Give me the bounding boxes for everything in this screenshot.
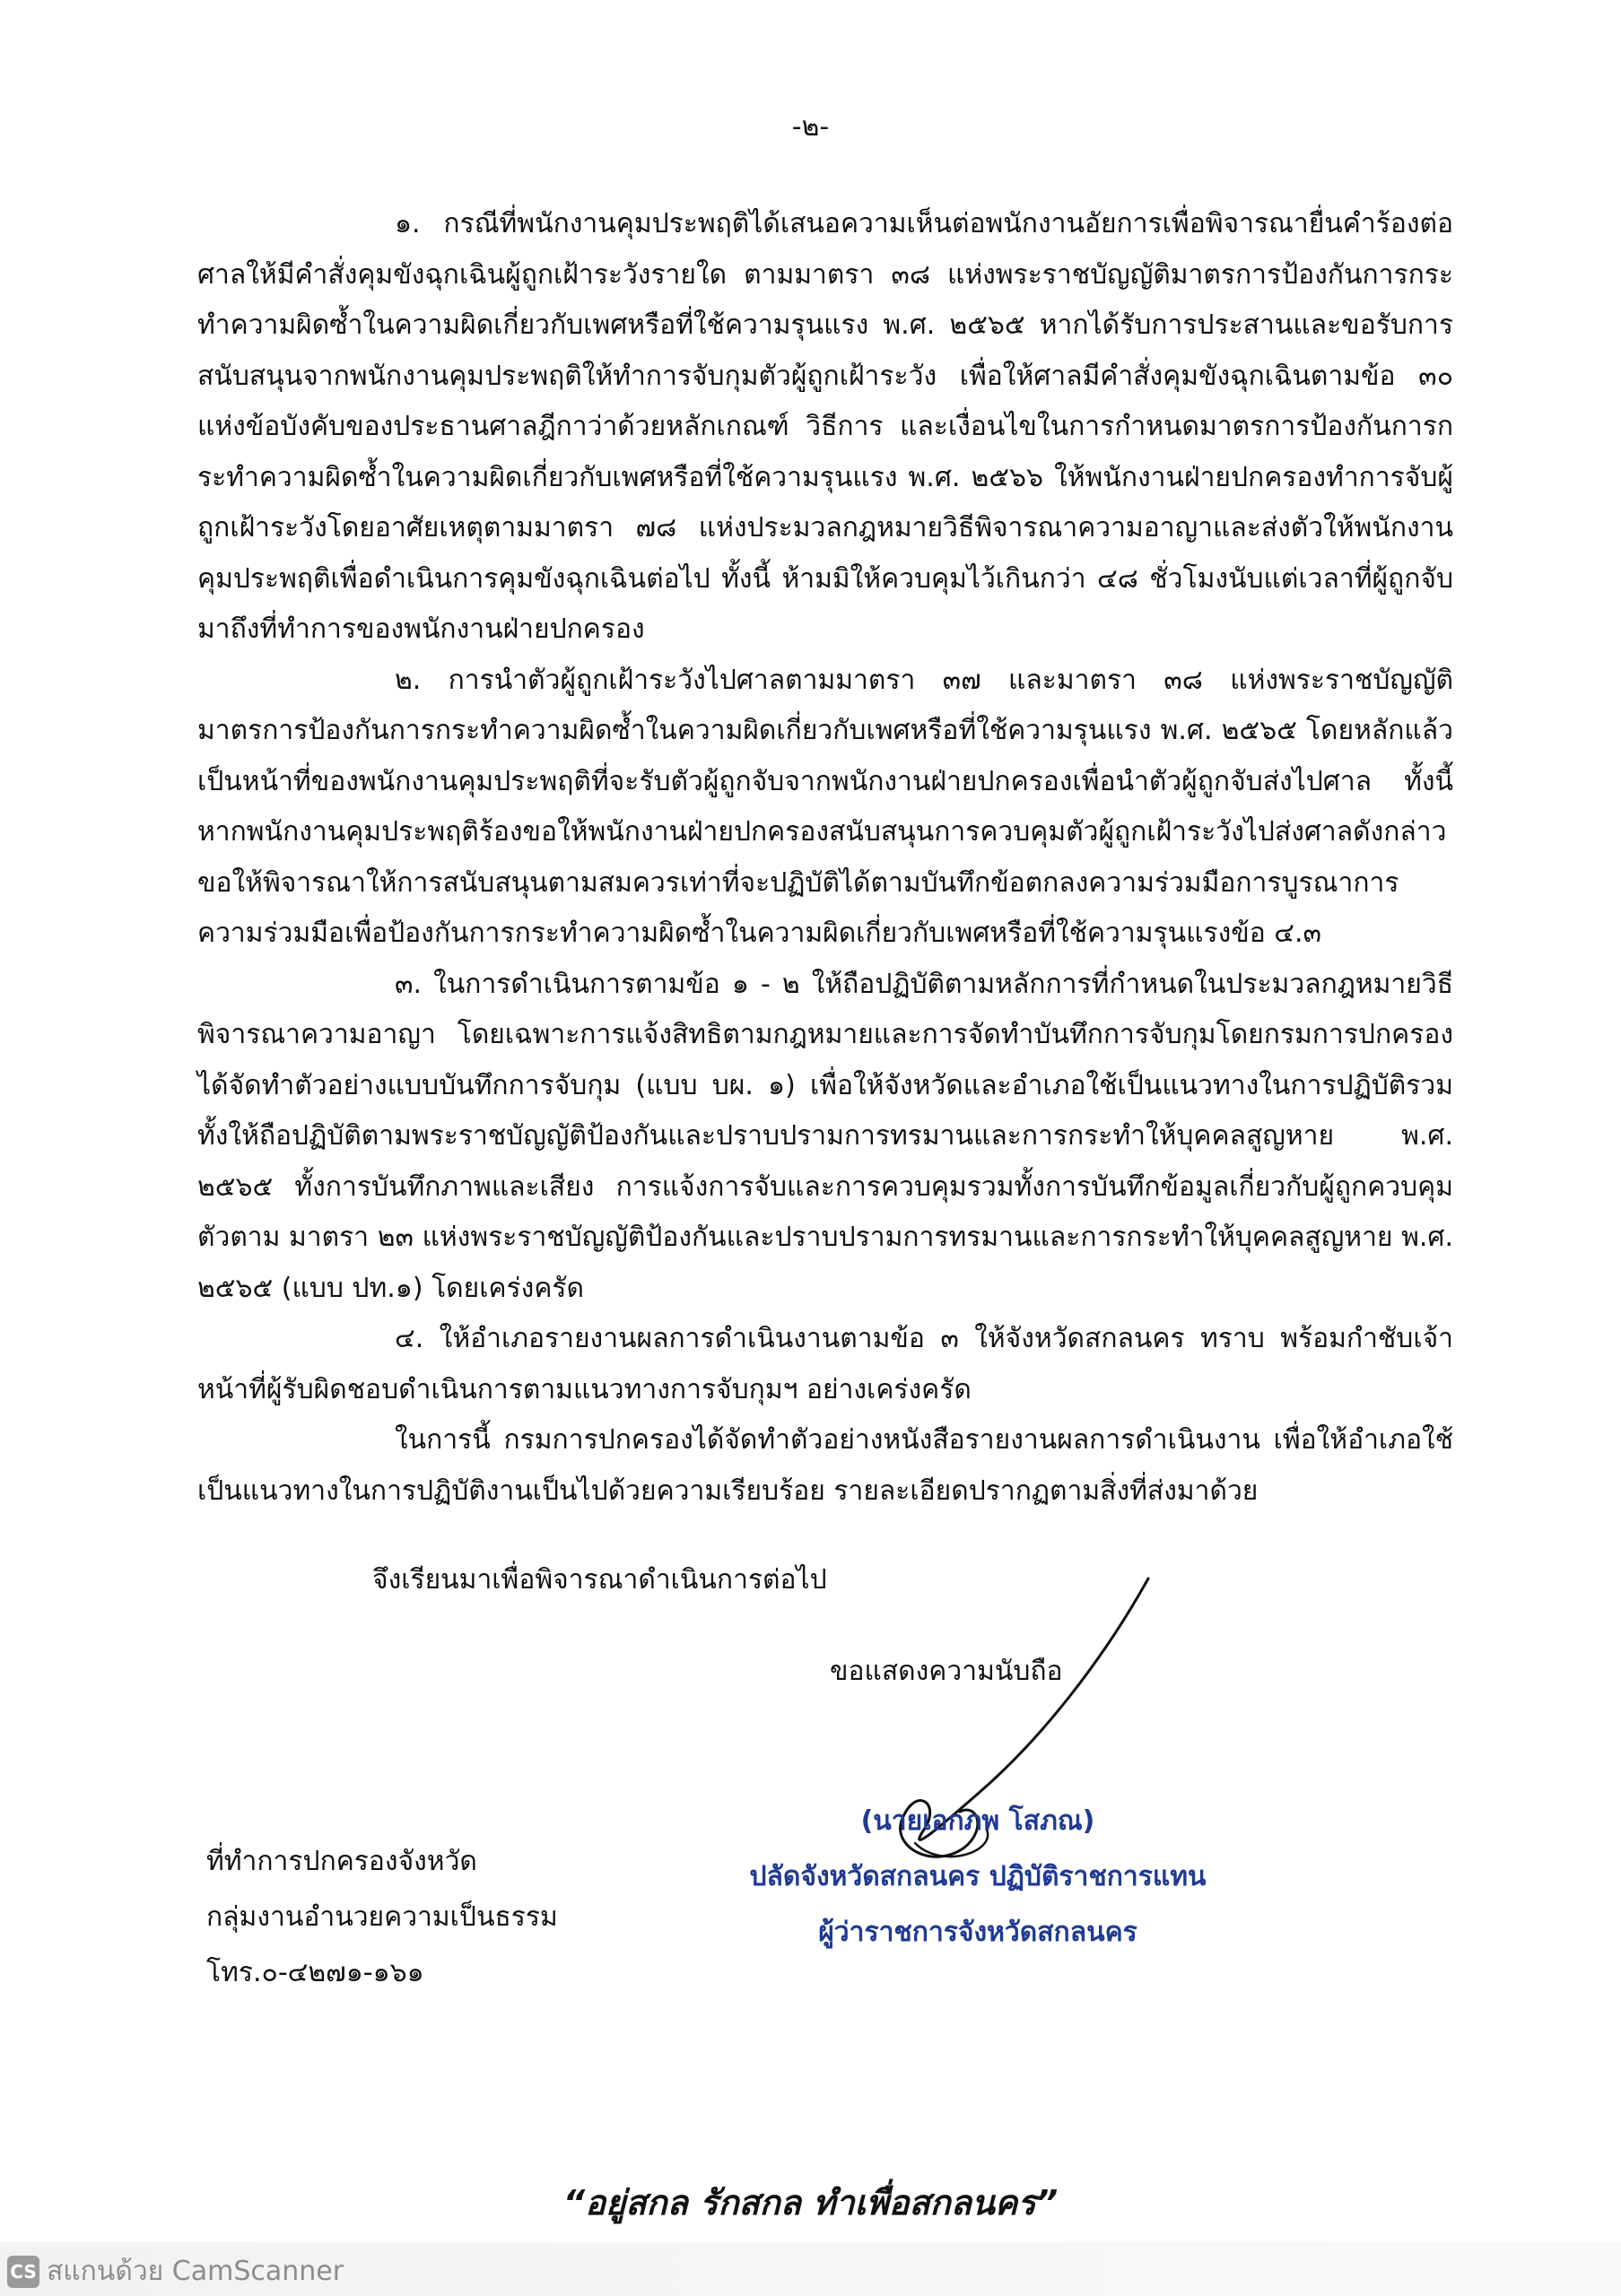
office-line-2: กลุ่มงานอำนวยความเป็นธรรม: [206, 1901, 558, 1933]
paragraph-4: ๔. ให้อำเภอรายงานผลการดำเนินงานตามข้อ ๓ ให้จังหวัดสกลนคร ทราบ พร้อมกำชับเจ้าหน้าที่ผู้รับผิดชอบดำเนินการตามแนวทางการจับกุมฯ อย่างเคร่งครัด: [197, 1323, 1453, 1405]
body-text: [197, 199, 1453, 1517]
signer-name: (นายเอกภพ โสภณ): [860, 1805, 1095, 1837]
signer-title-1: ปลัดจังหวัดสกลนคร ปฏิบัติราชการแทน: [749, 1861, 1207, 1892]
paragraph-5: ในการนี้ กรมการปกครองได้จัดทำตัวอย่างหนังสือรายงานผลการดำเนินงาน เพื่อให้อำเภอใช้เป็นแนวทางในการปฏิบัติงานเป็นไปด้วยความเรียบร้อย รายละเอียดปรากฏตามสิ่งที่ส่งมาด้วย: [197, 1424, 1453, 1507]
signer-title-2: ผู้ว่าราชการจังหวัดสกลนคร: [818, 1917, 1137, 1948]
closing-line: จึงเรียนมาเพื่อพิจารณาดำเนินการต่อไป: [372, 1564, 827, 1596]
office-block: [206, 1834, 558, 2001]
page-number: -๒-: [791, 111, 830, 143]
office-line-1: ที่ทำการปกครองจังหวัด: [206, 1846, 477, 1877]
signer-block: [727, 1794, 1229, 1961]
camscanner-logo-icon: CS: [7, 2256, 39, 2288]
paragraph-3: ๓. ในการดำเนินการตามข้อ ๑ - ๒ ให้ถือปฏิบัติตามหลักการที่กำหนดในประมวลกฎหมายวิธีพิจารณาความอาญา โดยเฉพาะการแจ้งสิทธิตามกฎหมายและการจัดทำบันทึกการจับกุมโดยกรมการปกครองได้จัดทำตัวอย่างแบบบันทึกการจับกุม (แบบ บผ. ๑) เพื่อให้จังหวัดและอำเภอใช้เป็นแนวทางในการปฏิบัติรวมทั้งให้ถือปฏิบัติตามพระราชบัญญัติป้องกันและปราบปรามการทรมานและการกระทำให้บุคคลสูญหาย พ.ศ. ๒๕๖๕ ทั้งการบันทึกภาพและเสียง การแจ้งการจับและการควบคุมรวมทั้งการบันทึกข้อมูลเกี่ยวกับผู้ถูกควบคุมตัวตาม มาตรา ๒๓ แห่งพระราชบัญญัติป้องกันและปราบปรามการทรมานและการกระทำให้บุคคลสูญหาย พ.ศ. ๒๕๖๕ (แบบ ปท.๑) โดยเคร่งครัด: [197, 968, 1453, 1304]
scanner-watermark: [7, 2250, 344, 2292]
paragraph-1: ๑. กรณีที่พนักงานคุมประพฤติได้เสนอความเห็นต่อพนักงานอัยการเพื่อพิจารณายื่นคำร้องต่อศาลให้มีคำสั่งคุมขังฉุกเฉินผู้ถูกเฝ้าระวังรายใด ตามมาตรา ๓๘ แห่งพระราชบัญญัติมาตรการป้องกันการกระทำความผิดซ้ำในความผิดเกี่ยวกับเพศหรือที่ใช้ความรุนแรง พ.ศ. ๒๕๖๕ หากได้รับการประสานและขอรับการสนับสนุนจากพนักงานคุมประพฤติให้ทำการจับกุมตัวผู้ถูกเฝ้าระวัง เพื่อให้ศาลมีคำสั่งคุมขังฉุกเฉินตามข้อ ๓๐ แห่งข้อบังคับของประธานศาลฎีกาว่าด้วยหลักเกณฑ์ วิธีการ และเงื่อนไขในการกำหนดมาตรการป้องกันการกระทำความผิดซ้ำในความผิดเกี่ยวกับเพศหรือที่ใช้ความรุนแรง พ.ศ. ๒๕๖๖ ให้พนักงานฝ่ายปกครองทำการจับผู้ถูกเฝ้าระวังโดยอาศัยเหตุตามมาตรา ๗๘ แห่งประมวลกฎหมายวิธีพิจารณาความอาญาและส่งตัวให้พนักงานคุมประพฤติเพื่อดำเนินการคุมขังฉุกเฉินต่อไป ทั้งนี้ ห้ามมิให้ควบคุมไว้เกินกว่า ๔๘ ชั่วโมงนับแต่เวลาที่ผู้ถูกจับมาถึงที่ทำการของพนักงานฝ่ายปกครอง: [197, 208, 1453, 645]
motto: “อยู่สกล รักสกล ทำเพื่อสกลนคร”: [562, 2183, 1059, 2222]
respect-line: ขอแสดงความนับถือ: [830, 1656, 1063, 1687]
watermark-text: สแกนด้วย CamScanner: [47, 2256, 344, 2287]
office-line-3: โทร.๐-๔๒๗๑-๑๖๑: [206, 1957, 424, 1988]
paragraph-2: ๒. การนำตัวผู้ถูกเฝ้าระวังไปศาลตามมาตรา ๓๗ และมาตรา ๓๘ แห่งพระราชบัญญัติมาตรการป้องกันการกระทำความผิดซ้ำในความผิดเกี่ยวกับเพศหรือที่ใช้ความรุนแรง พ.ศ. ๒๕๖๕ โดยหลักแล้วเป็นหน้าที่ของพนักงานคุมประพฤติที่จะรับตัวผู้ถูกจับจากพนักงานฝ่ายปกครองเพื่อนำตัวผู้ถูกจับส่งไปศาล ทั้งนี้ หากพนักงานคุมประพฤติร้องขอให้พนักงานฝ่ายปกครองสนับสนุนการควบคุมตัวผู้ถูกเฝ้าระวังไปส่งศาลดังกล่าว ขอให้พิจารณาให้การสนับสนุนตามสมควรเท่าที่จะปฏิบัติได้ตามบันทึกข้อตกลงความร่วมมือการบูรณาการความร่วมมือเพื่อป้องกันการกระทำความผิดซ้ำในความผิดเกี่ยวกับเพศหรือที่ใช้ความรุนแรงข้อ ๔.๓: [197, 664, 1453, 949]
